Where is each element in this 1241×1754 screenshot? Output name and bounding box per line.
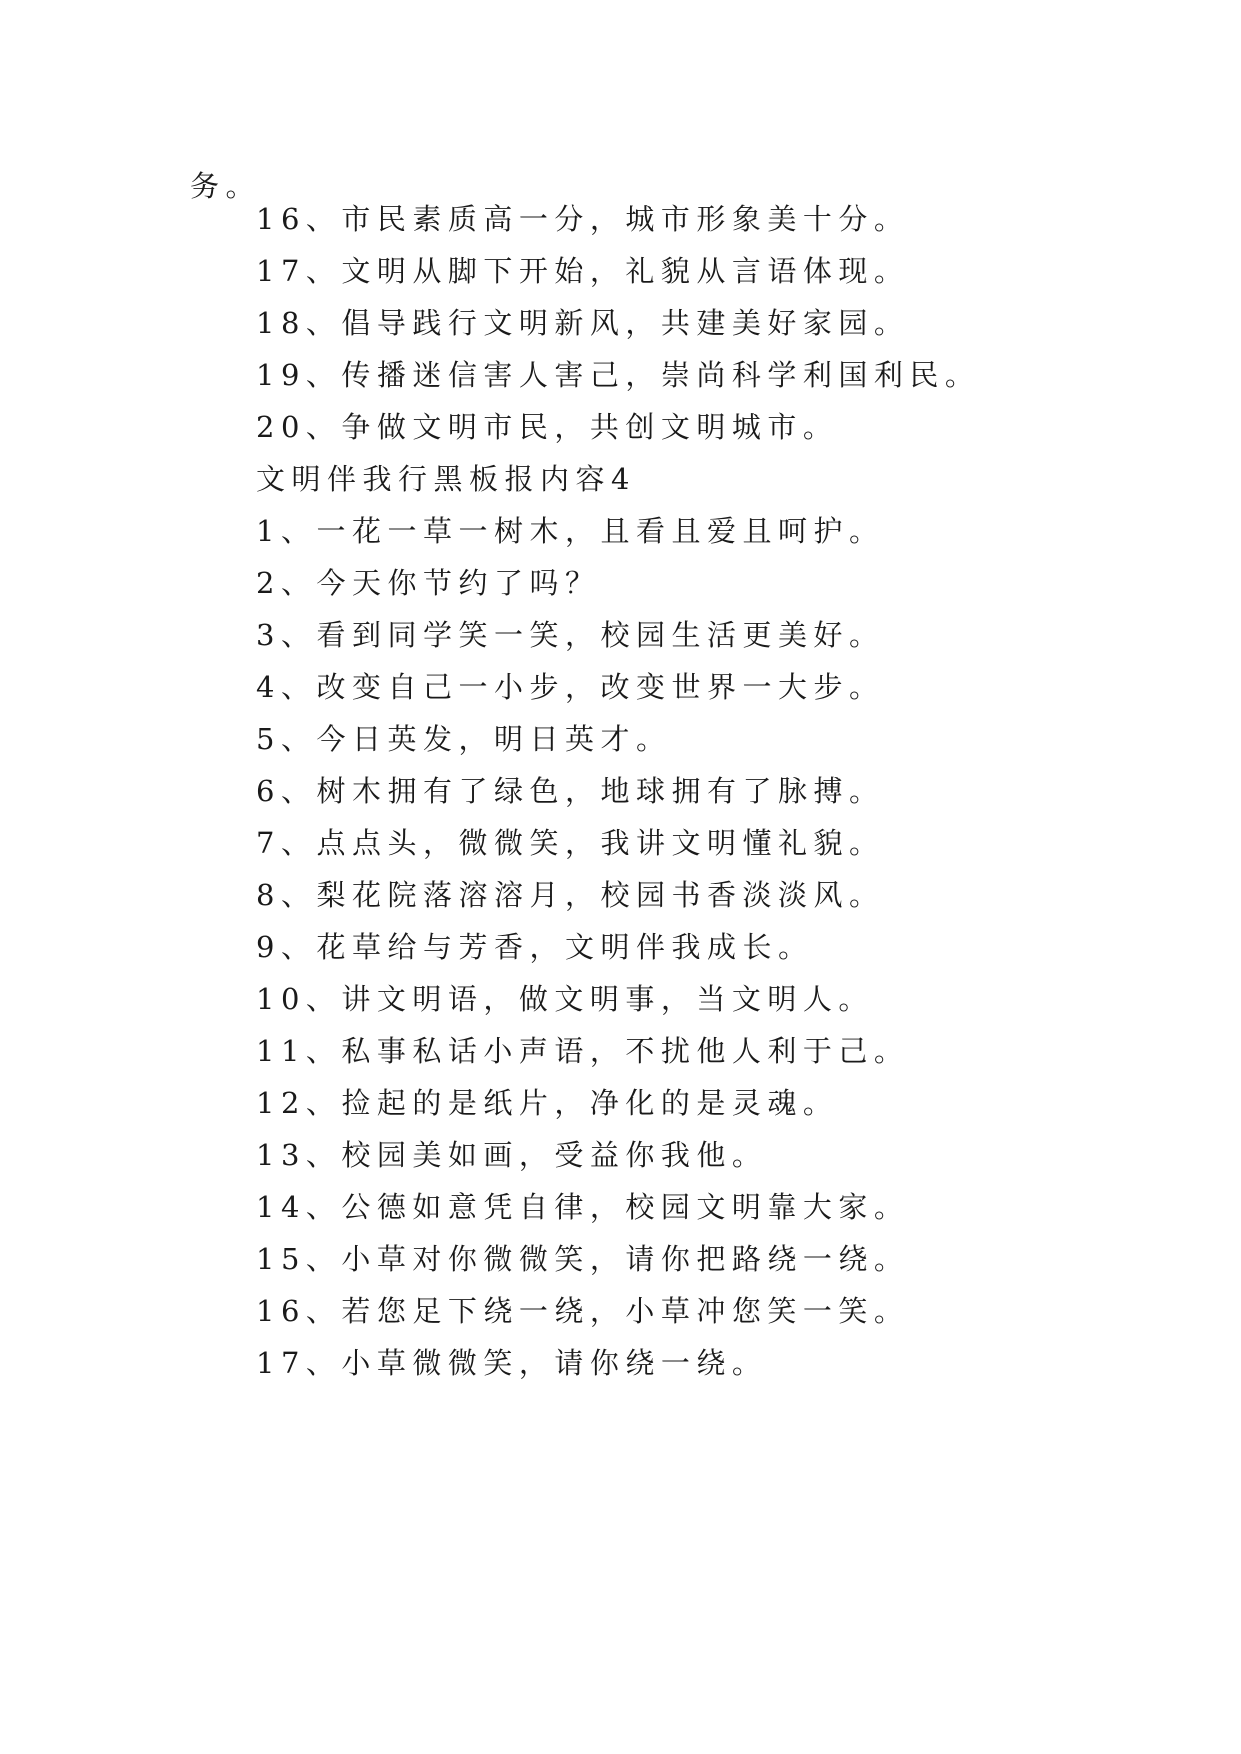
text-line: 5、今日英发，明日英才。 [256,722,672,756]
text-line: 18、倡导践行文明新风，共建美好家园。 [256,306,910,340]
section-heading: 文明伴我行黑板报内容4 [256,462,636,496]
text-line: 10、讲文明语，做文明事，当文明人。 [256,982,874,1016]
text-line: 20、争做文明市民，共创文明城市。 [256,410,839,444]
text-line: 16、若您足下绕一绕，小草冲您笑一笑。 [256,1294,910,1328]
text-line: 12、捡起的是纸片，净化的是灵魂。 [256,1086,839,1120]
text-line: 6、树木拥有了绿色，地球拥有了脉搏。 [256,774,885,808]
text-line: 14、公德如意凭自律，校园文明靠大家。 [256,1190,910,1224]
text-line: 9、花草给与芳香，文明伴我成长。 [256,930,814,964]
text-line: 2、今天你节约了吗？ [256,566,601,600]
text-line-continuation: 务。 [190,169,262,203]
text-line: 4、改变自己一小步，改变世界一大步。 [256,670,885,704]
text-line: 17、文明从脚下开始，礼貌从言语体现。 [256,254,910,288]
text-line: 1、一花一草一树木，且看且爱且呵护。 [256,514,885,548]
text-line: 17、小草微微笑，请你绕一绕。 [256,1346,768,1380]
text-line: 11、私事私话小声语，不扰他人利于己。 [256,1034,910,1068]
text-line: 15、小草对你微微笑，请你把路绕一绕。 [256,1242,910,1276]
text-line: 8、梨花院落溶溶月，校园书香淡淡风。 [256,878,885,912]
text-line: 16、市民素质高一分，城市形象美十分。 [256,202,910,236]
text-line: 19、传播迷信害人害己，崇尚科学利国利民。 [256,358,981,392]
text-line: 3、看到同学笑一笑，校园生活更美好。 [256,618,885,652]
text-line: 13、校园美如画，受益你我他。 [256,1138,768,1172]
text-line: 7、点点头，微微笑，我讲文明懂礼貌。 [256,826,885,860]
